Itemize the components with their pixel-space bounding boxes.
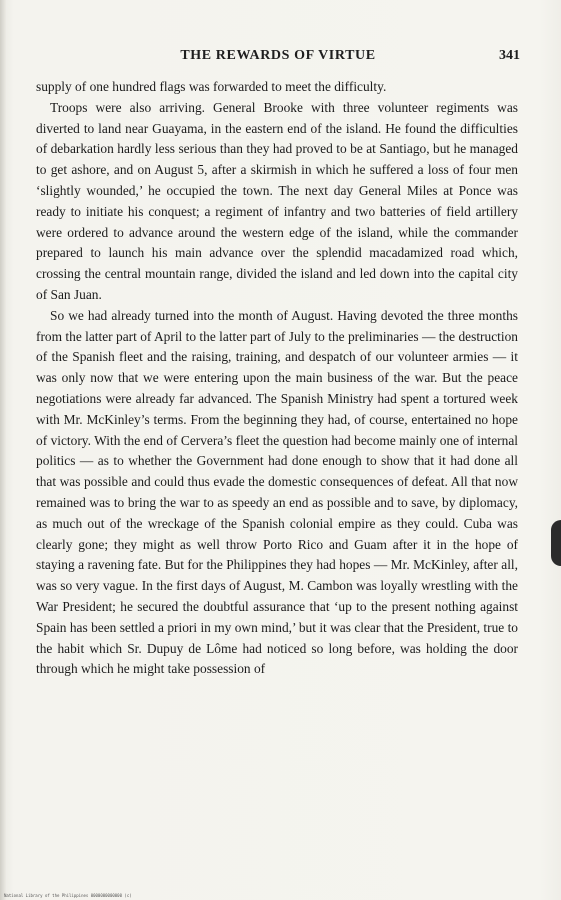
body-text [36,77,518,680]
scan-footer-stamp: National Library of the Philippines 0000000000000 (c) [4,893,132,898]
page-header [36,48,520,68]
paragraph-2: Troops were also arriving. General Brooke with three volunteer regiments was diverted to land near Guayama, in the eastern end of the island. He found the difficulties of debarkation hardly less serious than they had proved to be at Santiago, but he managed to get ashore, and on August 5, after a skirmish in which he suffered a loss of four men ‘slightly wounded,’ he occupied the town. The next day General Miles at Ponce was ready to initiate his conquest; a regiment of infantry and two batteries of field artillery were ordered to advance around the western edge of the island, while the commander prepared to launch his main advance over the splendid macadamized road which, crossing the central mountain range, divided the island and led down into the capital city of San Juan. [36,99,518,302]
page-spine-shadow [0,0,6,900]
paragraph-3: So we had already turned into the month of August. Having devoted the three months from the latter part of April to the latter part of July to the preliminaries — the destruction of the Spanish fleet and the raising, training, and despatch of our volunteer armies — it was only now that we were entering upon the main business of the war. But the peace negotiations were already far advanced. The Spanish Ministry had spent a tortured week with Mr. McKinley’s terms. From the beginning they had, of course, entertained no hope of victory. With the end of Cervera’s fleet the question had become mainly one of internal politics — as to whether the Government had done enough to show that it had done all that was possible and could thus evade the domestic consequences of defeat. All that now remained was to bring the war to as speedy an end as possible and to save, by diplomacy, as much out of the wreckage of the Spanish colonial empire as they could. Cuba was clearly gone; they might as well throw Porto Rico and Guam after it in the hope of staying a ravening fate. But for the Philippines they had hopes — Mr. McKinley, after all, was so very vague. In the first days of August, M. Cambon was loyally wrestling with the War President; he secured the doubtful assurance that ‘up to the present nothing against Spain has been settled a priori in my own mind,’ but it was clear that the President, true to the habit which Sr. Dupuy de Lôme had noticed so long before, was holding the door through which he might take possession of [36,307,518,677]
page-edge-mark [551,520,561,566]
paragraph-1: supply of one hundred flags was forwarded to meet the difficulty. [36,79,387,94]
running-head: THE REWARDS OF VIRTUE [180,48,376,63]
page-number: 341 [499,48,520,63]
